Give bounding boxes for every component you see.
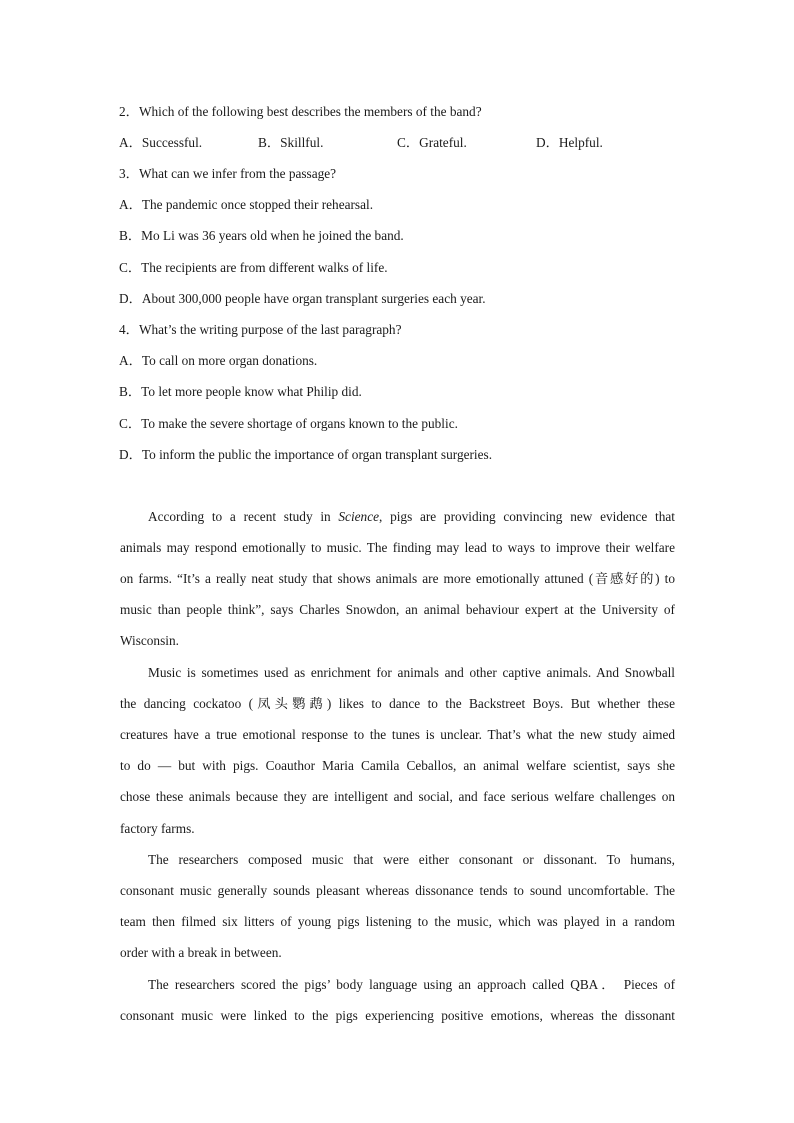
passage-p1-line-1: According to a recent study in Science, pigs are providing convincing new evidence that [148,509,675,524]
question-2-option-a: A．Successful. [119,135,203,150]
passage-p1-line-5: Wisconsin. [120,633,179,648]
question-2-option-d: D．Helpful. [536,135,603,150]
passage-p1-line-2: animals may respond emotionally to music. The finding may lead to ways to improve their welfare [120,540,675,555]
passage-p4-line-1: The researchers scored the pigs’ body language using an approach called QBA． Pieces of [148,977,675,992]
journal-name: Science [338,509,380,524]
passage-p1-line-3: on farms. “It’s a really neat study that shows animals are more emotionally attuned (音感好的) to [120,571,675,586]
question-3-stem: 3．What can we infer from the passage? [119,166,337,181]
passage-p2-line-5: chose these animals because they are intelligent and social, and face serious welfare challenges on [120,789,675,804]
question-4-option-b: B．To let more people know what Philip did. [119,384,362,399]
question-3-option-b: B．Mo Li was 36 years old when he joined the band. [119,228,404,243]
passage-p2-line-4: to do — but with pigs. Coauthor Maria Camila Ceballos, an animal welfare scientist, says she [120,758,675,773]
passage-p3-line-3: team then filmed six litters of young pigs listening to the music, which was played in a random [120,914,675,929]
passage-p3-line-4: order with a break in between. [120,945,282,960]
question-4-option-c: C．To make the severe shortage of organs known to the public. [119,416,458,431]
question-4-option-a: A．To call on more organ donations. [119,353,318,368]
question-2-option-b: B．Skillful. [258,135,324,150]
passage-p2-line-1: Music is sometimes used as enrichment for animals and other captive animals. And Snowball [148,665,675,680]
question-2-option-c: C．Grateful. [397,135,467,150]
question-2-stem: 2．Which of the following best describes the members of the band? [119,104,482,119]
passage-p1-line-4: music than people think”, says Charles Snowdon, an animal behaviour expert at the University of [120,602,675,617]
passage-p3-line-2: consonant music generally sounds pleasant whereas dissonance tends to sound uncomfortable. The [120,883,675,898]
question-4-stem: 4．What’s the writing purpose of the last paragraph? [119,322,402,337]
passage-p2-line-2: the dancing cockatoo (凤头鹦鹉) likes to dance to the Backstreet Boys. But whether these [120,696,675,711]
question-3-option-c: C．The recipients are from different walks of life. [119,260,388,275]
passage-p4-line-2: consonant music were linked to the pigs experiencing positive emotions, whereas the dissonant [120,1008,675,1023]
question-4-option-d: D．To inform the public the importance of organ transplant surgeries. [119,447,493,462]
passage-p2-line-3: creatures have a true emotional response to the tunes is unclear. That’s what the new study aimed [120,727,675,742]
question-3-option-a: A．The pandemic once stopped their rehearsal. [119,197,374,212]
question-3-option-d: D．About 300,000 people have organ transplant surgeries each year. [119,291,486,306]
passage-p2-line-6: factory farms. [120,821,195,836]
passage-p3-line-1: The researchers composed music that were either consonant or dissonant. To humans, [148,852,675,867]
